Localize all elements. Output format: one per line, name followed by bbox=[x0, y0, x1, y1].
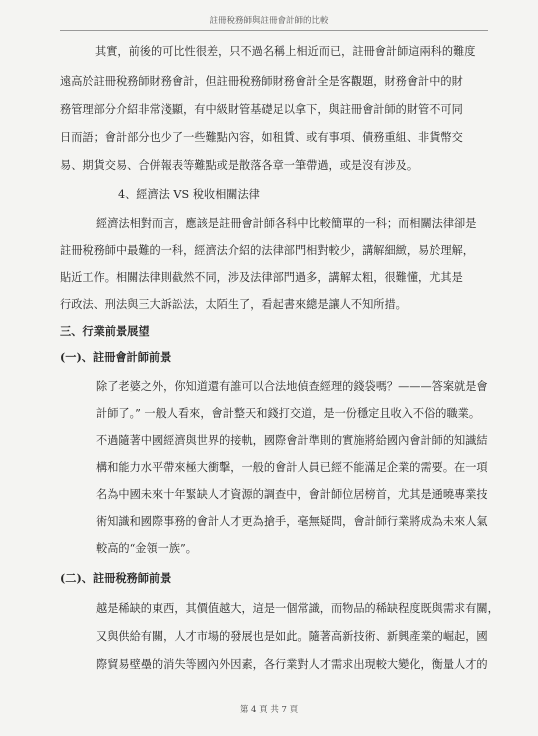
paragraph-line: 除了老婆之外，你知道還有誰可以合法地偵查經理的錢袋嗎？———答案就是會 bbox=[96, 380, 488, 393]
paragraph-line: 其實，前後的可比性很差，只不過名稱上相近而已，註冊會計師這兩科的難度 bbox=[95, 45, 476, 58]
paragraph-line: 名為中國未來十年緊缺人才資源的調查中，會計師位居榜首，尤其是通曉專業技 bbox=[96, 488, 488, 501]
header-rule bbox=[60, 30, 488, 31]
paragraph-line: 不過隨著中國經濟與世界的接軌，國際會計準則的實施將給國內會計師的知識結 bbox=[96, 434, 488, 447]
paragraph-line: 遠高於註冊稅務師財務會計，但註冊稅務師財務會計全是客觀題，財務會計中的財 bbox=[60, 75, 463, 88]
paragraph-line: 計師了。” 一般人看來，會計整天和錢打交道，是一份穩定且收入不俗的職業。 bbox=[96, 407, 481, 420]
paragraph-line: 行政法、刑法與三大訴訟法，太陌生了，看起書來總是讓人不知所措。 bbox=[60, 298, 407, 311]
chapter-heading: 三、行業前景展望 bbox=[60, 324, 150, 338]
paragraph-line: 貼近工作。相關法律則截然不同，涉及法律部門過多，講解太粗，很難懂，尤其是 bbox=[60, 271, 463, 284]
paragraph-line: 較高的“金領一族”。 bbox=[96, 542, 197, 555]
paragraph-line: 經濟法相對而言，應該是註冊會計師各科中比較簡單的一科；而相關法律卻是 bbox=[96, 217, 477, 230]
subsection-heading: (二)、註冊稅務師前景 bbox=[60, 571, 172, 585]
paragraph-line: 際貿易壁壘的消失等國內外因素，各行業對人才需求出現較大變化，衡量人才的 bbox=[96, 658, 488, 671]
subsection-heading: (一)、註冊會計師前景 bbox=[60, 350, 172, 364]
paragraph-line: 務管理部分介紹非常淺顯，有中級財管基礎足以拿下，與註冊會計師的財管不可同 bbox=[60, 103, 463, 116]
page-number: 第 4 頁 共 7 頁 bbox=[239, 705, 299, 715]
paragraph-line: 術知識和國際事務的會計人才更為搶手，毫無疑問，會計師行業將成為未來人氣 bbox=[96, 515, 488, 528]
paragraph-line: 註冊稅務師中最難的一科，經濟法介紹的法律部門相對較少，講解細緻，易於理解， bbox=[60, 244, 474, 257]
section-heading: 4、經濟法 VS 稅收相關法律 bbox=[118, 188, 260, 201]
running-header: 註冊稅務師與註冊會計師的比較 bbox=[209, 16, 329, 26]
paragraph-line: 構和能力水平帶來極大衝擊，一般的會計人員已經不能滿足企業的需要。在一項 bbox=[96, 461, 488, 474]
paragraph-line: 日而語；會計部分也少了一些難點內容，如租賃、或有事項、債務重組、非貨幣交 bbox=[60, 131, 463, 144]
paragraph-line: 又與供給有關，人才市場的發展也是如此。隨著高新技術、新興產業的崛起，國 bbox=[96, 630, 488, 643]
paragraph-line: 越是稀缺的東西，其價值越大，這是一個常識，而物品的稀缺程度既與需求有關， bbox=[96, 602, 499, 615]
paragraph-line: 易、期貨交易、合併報表等難點或是散落各章一筆帶過，或是沒有涉及。 bbox=[60, 159, 419, 172]
